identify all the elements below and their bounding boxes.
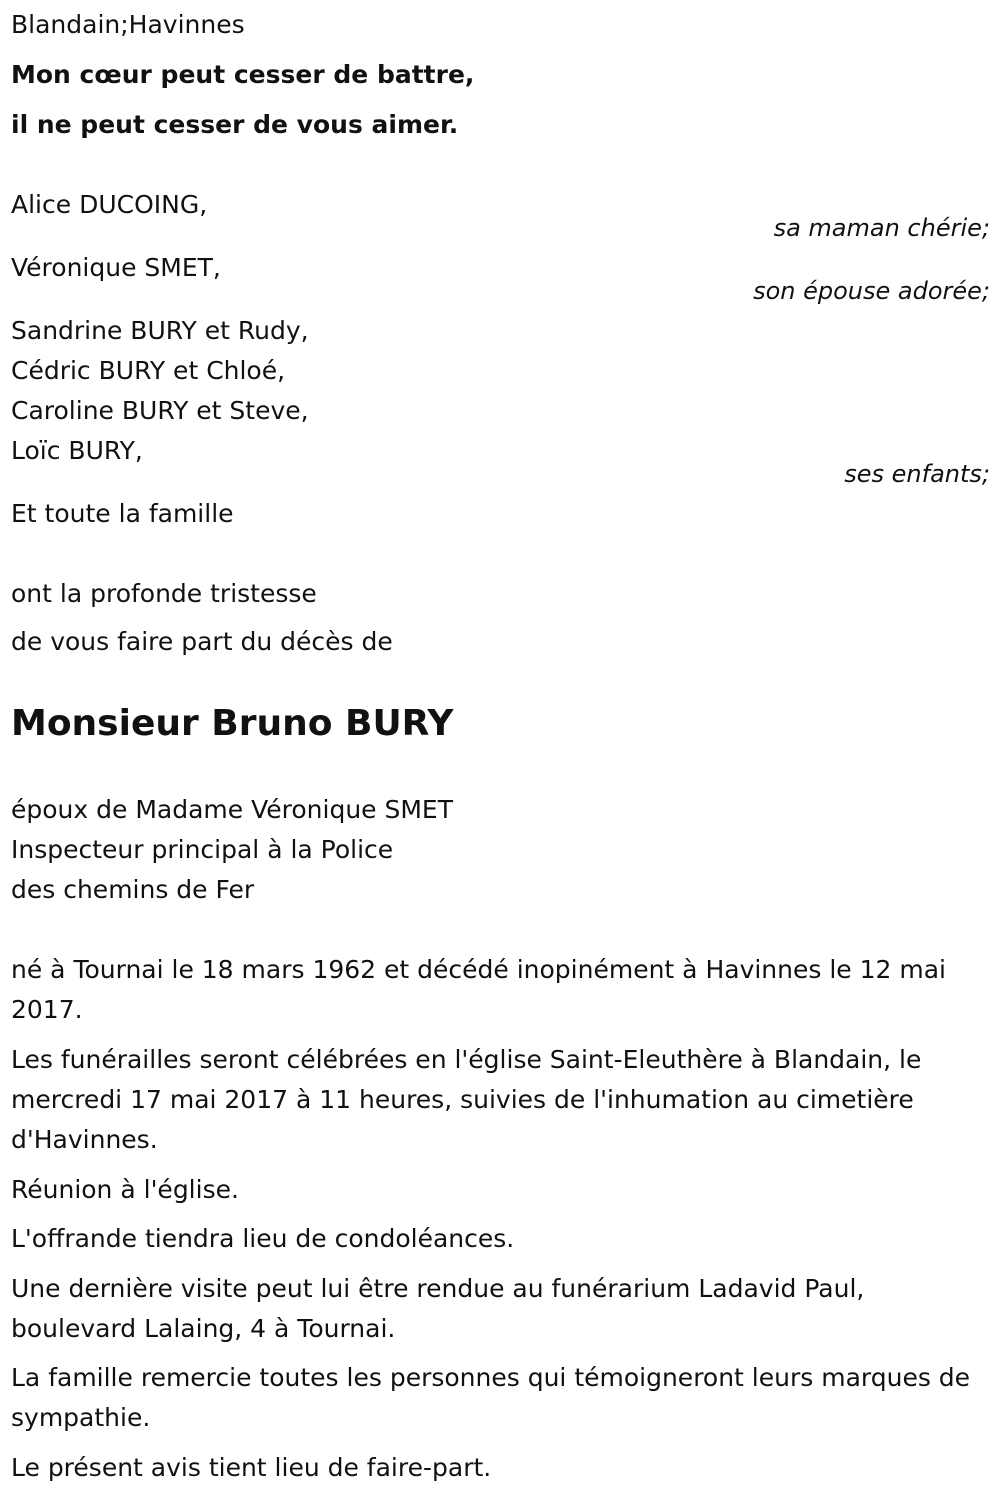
deceased-name: Monsieur Bruno BURY: [11, 703, 454, 744]
child-name: Sandrine BURY et Rudy,: [11, 316, 309, 345]
child-name: Cédric BURY et Chloé,: [11, 356, 286, 385]
visit-paragraph: Une dernière visite peut lui être rendue au funérarium Ladavid Paul, boulevard Lalaing, 4 à Tournai.: [11, 1274, 865, 1343]
wife-name: Véronique SMET,: [11, 253, 221, 282]
announcement-line-2: de vous faire part du décès de: [11, 627, 393, 656]
location-header: Blandain;Havinnes: [11, 10, 245, 39]
funeral-paragraph: Les funérailles seront célébrées en l'église Saint-Eleuthère à Blandain, le mercredi 17 mai 2017 à 11 heures, suivies de l'inhumation au cimetière d'Havinnes.: [11, 1045, 922, 1154]
child-name: Loïc BURY,: [11, 436, 143, 465]
verse-line-1: Mon cœur peut cesser de battre,: [11, 60, 475, 89]
offering-paragraph: L'offrande tiendra lieu de condoléances.: [11, 1224, 515, 1253]
verse-line-2: il ne peut cesser de vous aimer.: [11, 110, 459, 139]
deceased-job-line-1: Inspecteur principal à la Police: [11, 835, 394, 864]
birth-death-paragraph: né à Tournai le 18 mars 1962 et décédé inopinément à Havinnes le 12 mai 2017.: [11, 955, 946, 1024]
mother-name: Alice DUCOING,: [11, 190, 208, 219]
notice-paragraph: Le présent avis tient lieu de faire-part.: [11, 1453, 492, 1482]
mother-role: sa maman chérie;: [773, 214, 990, 242]
announcement-line-1: ont la profonde tristesse: [11, 579, 317, 608]
family-others: Et toute la famille: [11, 499, 234, 528]
deceased-job-line-2: des chemins de Fer: [11, 875, 255, 904]
children-role: ses enfants;: [844, 460, 990, 488]
deceased-spouse: époux de Madame Véronique SMET: [11, 795, 453, 824]
wife-role: son épouse adorée;: [753, 277, 990, 305]
meeting-paragraph: Réunion à l'église.: [11, 1175, 239, 1204]
thanks-paragraph: La famille remercie toutes les personnes qui témoigneront leurs marques de sympathie.: [11, 1363, 971, 1432]
child-name: Caroline BURY et Steve,: [11, 396, 309, 425]
